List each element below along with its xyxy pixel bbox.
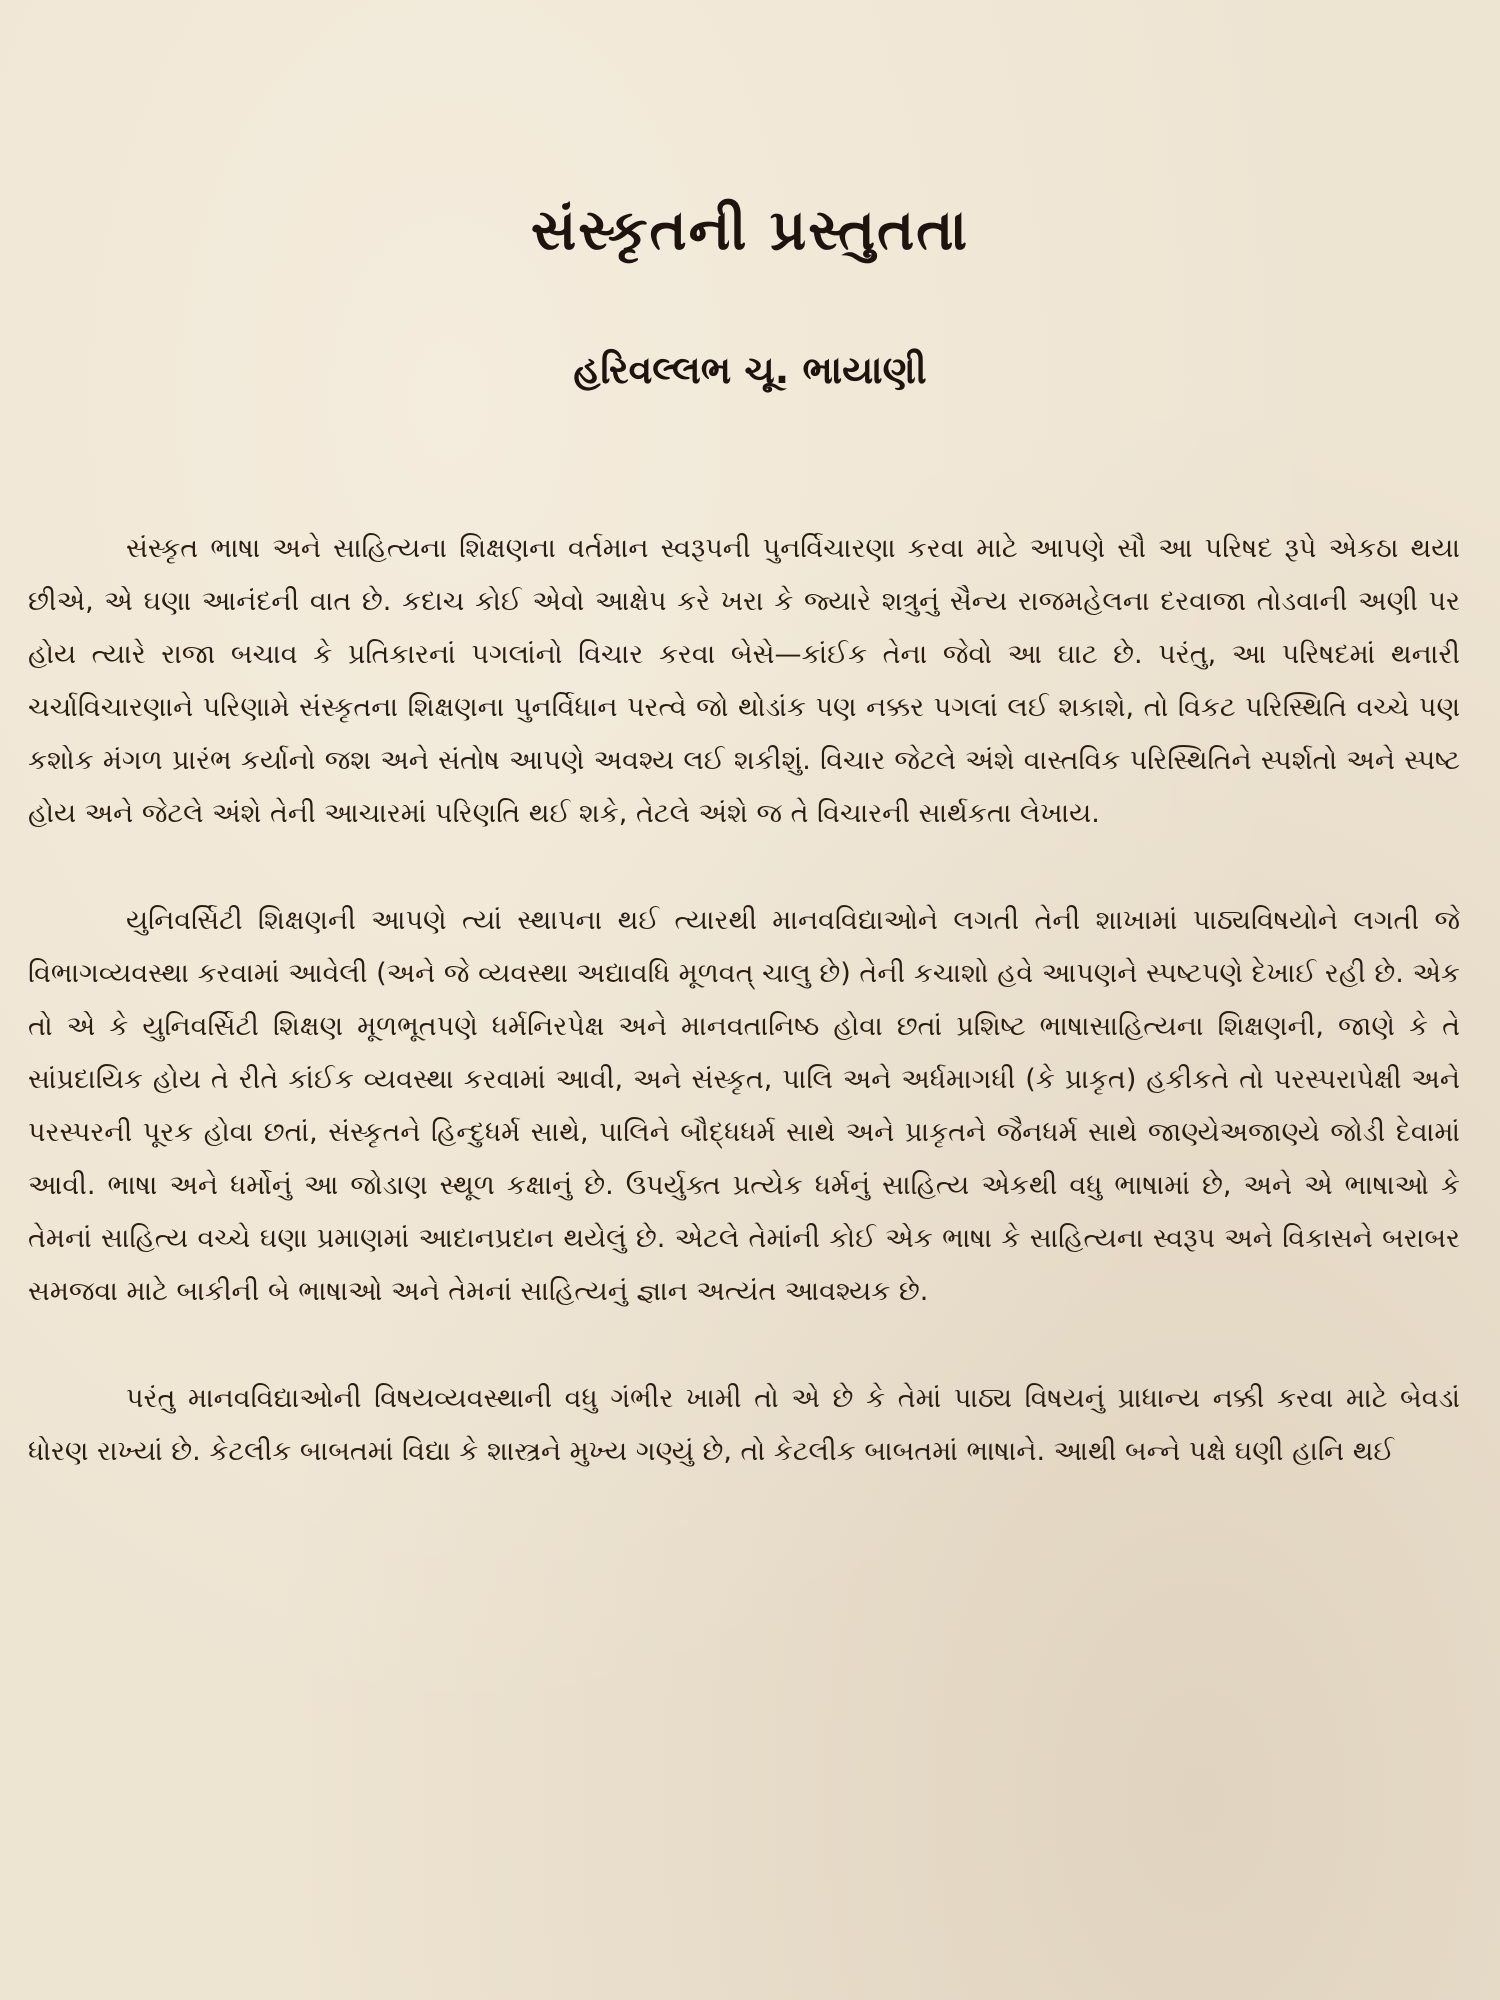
paragraph: યુનિવર્સિટી શિક્ષણની આપણે ત્યાં સ્થાપના થઈ ત્યારથી માનવવિદ્યાઓને લગતી તેની શાખામાં પાઠ્યવિષયોને લગતી જે વિભાગવ્યવસ્થા કરવામાં આવેલી (અને જે વ્યવસ્થા અદ્યાવધિ મૂળવત્ ચાલુ છે) તેની કચાશો હવે આપણને સ્પષ્ટપણે દેખાઈ રહી છે. એક તો એ કે યુનિવર્સિટી શિક્ષણ મૂળભૂતપણે ધર્મનિરપેક્ષ અને માનવતાનિષ્ઠ હોવા છતાં પ્રશિષ્ટ ભાષાસાહિત્યના શિક્ષણની, જાણે કે તે સાંપ્રદાયિક હોય તે રીતે કાંઈક વ્યવસ્થા કરવામાં આવી, અને સંસ્કૃત, પાલિ અને અર્ધમાગધી (કે પ્રાકૃત) હકીકતે તો પરસ્પરાપેક્ષી અને પરસ્પરની પૂરક હોવા છતાં, સંસ્કૃતને હિન્દુધર્મ સાથે, પાલિને બૌદ્ધધર્મ સાથે અને પ્રાકૃતને જૈનધર્મ સાથે જાણ્યેઅજાણ્યે જોડી દેવામાં આવી. ભાષા અને ધર્મોનું આ જોડાણ સ્થૂળ કક્ષાનું છે. ઉપર્યુક્ત પ્રત્યેક ધર્મનું સાહિત્ય એકથી વધુ ભાષામાં છે, અને એ ભાષાઓ કે તેમનાં સાહિત્ય વચ્ચે ઘણા પ્રમાણમાં આદાનપ્રદાન થયેલું છે. એટલે તેમાંની કોઈ એક ભાષા કે સાહિત્યના સ્વરૂપ અને વિકાસને બરાબર સમજવા માટે બાકીની બે ભાષાઓ અને તેમનાં સાહિત્યનું જ્ઞાન અત્યંત આવશ્યક છે.	[28, 905, 1460, 1307]
paragraph: પરંતુ માનવવિદ્યાઓની વિષયવ્યવસ્થાની વધુ ગંભીર ખામી તો એ છે કે તેમાં પાઠ્ય વિષયનું પ્રાધાન્ય નક્કી કરવા માટે બેવડાં ધોરણ રાખ્યાં છે. કેટલીક બાબતમાં વિદ્યા કે શાસ્ત્રને મુખ્ય ગણ્યું છે, તો કેટલીક બાબતમાં ભાષાને. આથી બન્ને પક્ષે ઘણી હાનિ થઈ	[28, 1383, 1460, 1467]
article-body	[28, 522, 1460, 1532]
article-author: હરિવલ્લભ ચૂ. ભાયાણી	[573, 348, 927, 392]
paragraph: સંસ્કૃત ભાષા અને સાહિત્યના શિક્ષણના વર્તમાન સ્વરૂપની પુનર્વિચારણા કરવા માટે આપણે સૌ આ પરિષદ રૂપે એકઠા થયા છીએ, એ ઘણા આનંદની વાત છે. કદાચ કોઈ એવો આક્ષેપ કરે ખરા કે જ્યારે શત્રુનું સૈન્ય રાજમહેલના દરવાજા તોડવાની અણી પર હોય ત્યારે રાજા બચાવ કે પ્રતિકારનાં પગલાંનો વિચાર કરવા બેસે—કાંઈક તેના જેવો આ ઘાટ છે. પરંતુ, આ પરિષદમાં થનારી ચર્ચાવિચારણાને પરિણામે સંસ્કૃતના શિક્ષણના પુનર્વિધાન પરત્વે જો થોડાંક પણ નક્કર પગલાં લઈ શકાશે, તો વિકટ પરિસ્થિતિ વચ્ચે પણ કશોક મંગળ પ્રારંભ કર્યાનો જશ અને સંતોષ આપણે અવશ્ય લઈ શકીશું. વિચાર જેટલે અંશે વાસ્તવિક પરિસ્થિતિને સ્પર્શતો અને સ્પષ્ટ હોય અને જેટલે અંશે તેની આચારમાં પરિણતિ થઈ શકે, તેટલે અંશે જ તે વિચારની સાર્થકતા લેખાય.	[28, 533, 1460, 829]
article-title: સંસ્કૃતની પ્રસ્તુતતા	[530, 198, 970, 263]
